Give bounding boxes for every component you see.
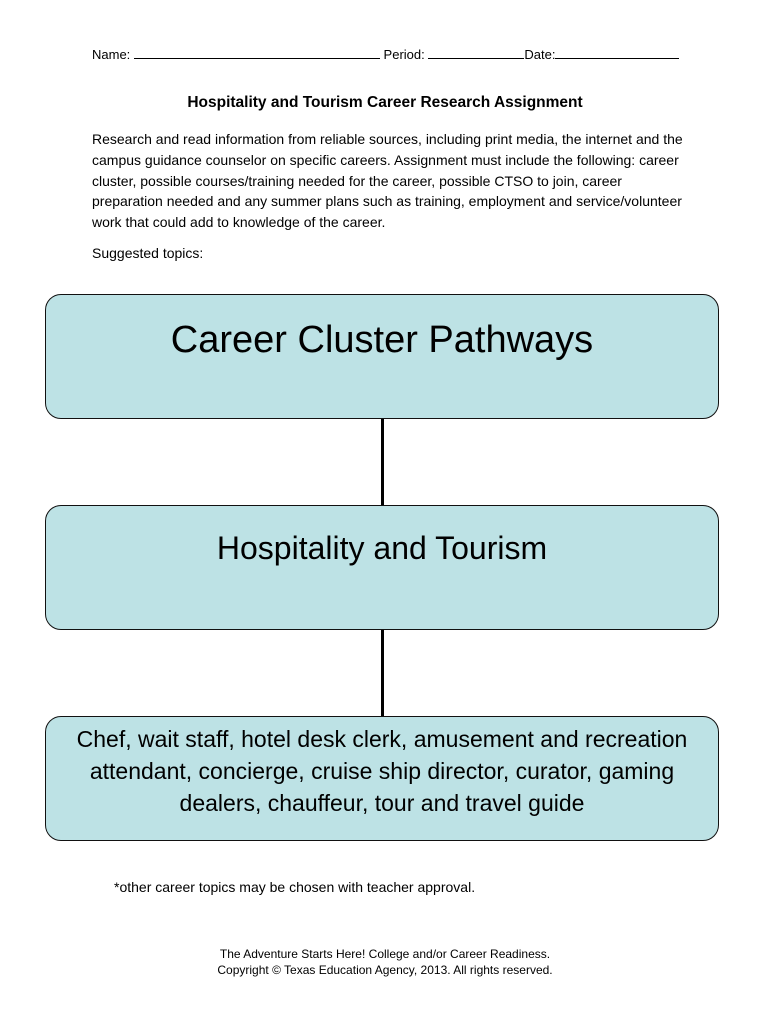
careers-box <box>45 716 719 841</box>
period-field[interactable] <box>428 46 524 59</box>
hospitality-text: Hospitality and Tourism <box>216 530 548 566</box>
footer <box>0 946 770 978</box>
suggested-topics-label: Suggested topics: <box>92 245 204 261</box>
footer-line-1: The Adventure Starts Here! College and/or Career Readiness. <box>219 947 551 961</box>
name-label: Name: <box>92 47 131 62</box>
careers-list-text: Chef, wait staff, hotel desk clerk, amusement and recreation attendant, concierge, cruise ship director, curator, gaming dealers, chauffeur, tour and travel guide <box>76 726 688 816</box>
hospitality-box <box>45 505 719 630</box>
page-title: Hospitality and Tourism Career Research Assignment <box>187 94 583 111</box>
connector-line <box>381 419 384 505</box>
career-cluster-text: Career Cluster Pathways <box>170 319 594 361</box>
period-label: Period: <box>383 47 425 62</box>
date-field[interactable] <box>555 46 679 59</box>
name-field[interactable] <box>134 46 380 59</box>
date-label: Date: <box>524 47 556 62</box>
connector-line <box>381 630 384 716</box>
career-cluster-box <box>45 294 719 419</box>
approval-note: *other career topics may be chosen with teacher approval. <box>114 879 476 895</box>
header-fields <box>92 46 692 62</box>
footer-line-2: Copyright © Texas Education Agency, 2013. All rights reserved. <box>217 963 553 977</box>
intro-paragraph: Research and read information from reliable sources, including print media, the internet and the campus guidance counselor on specific careers. Assignment must include the following: career cluster, possible courses/training needed for the career, possible CTSO to join, career preparation needed and any summer plans such as training, employment and service/volunteer work that could add to knowledge of the career. <box>92 131 683 231</box>
